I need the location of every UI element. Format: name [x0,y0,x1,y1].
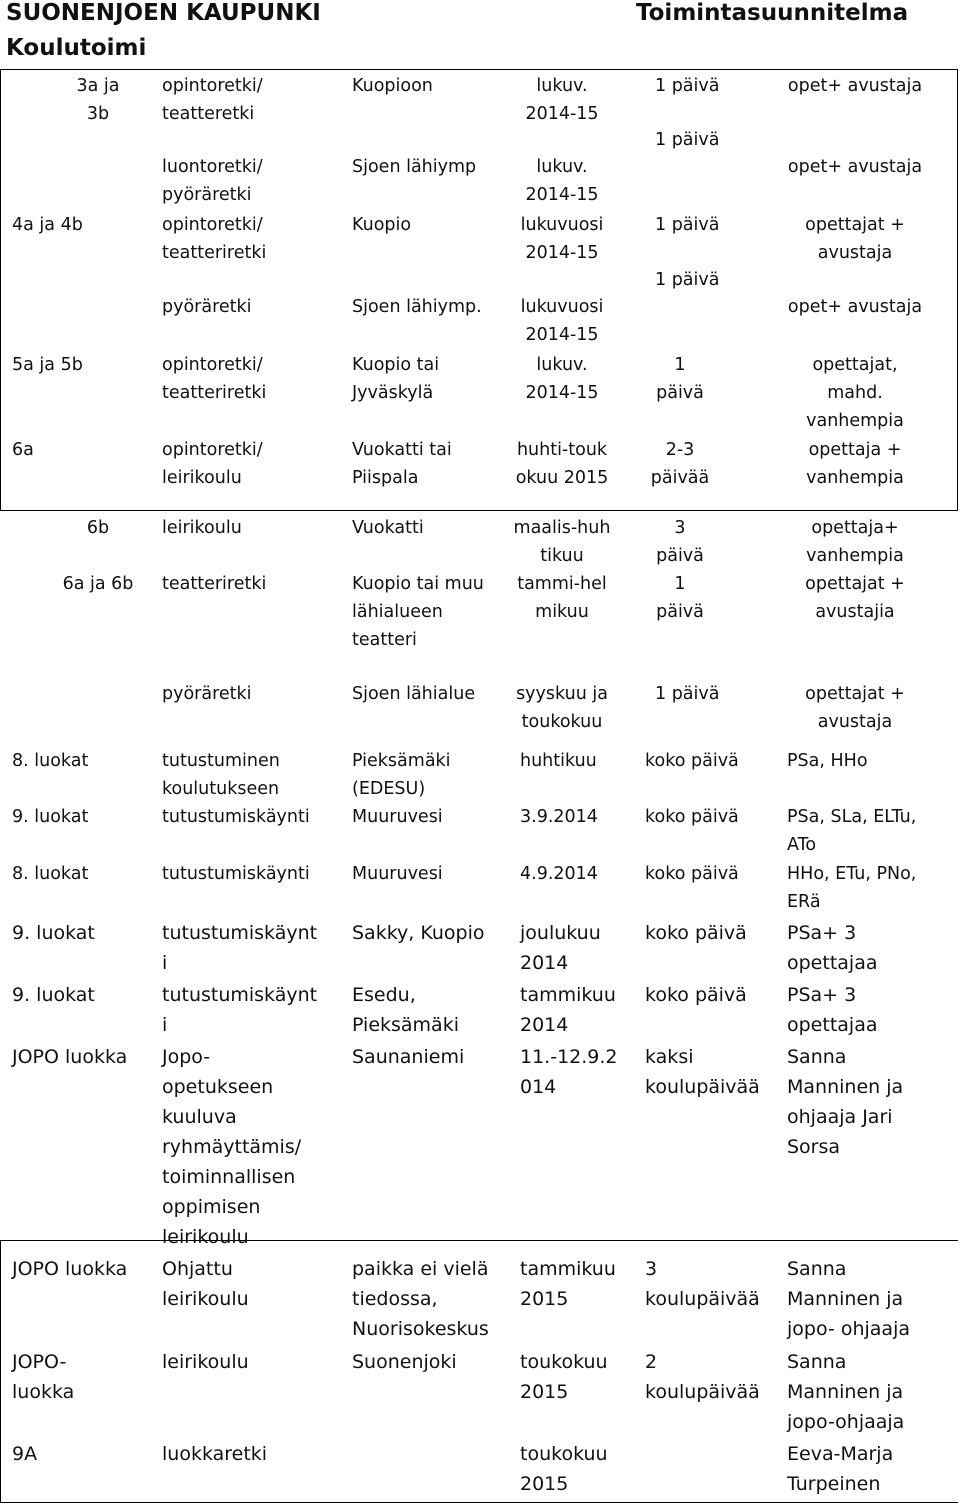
cell-when: lukuvuosi [520,297,604,317]
cell-place: Muuruvesi [352,807,443,827]
cell-who: PSa, HHo [787,751,868,771]
cell-place: Kuopioon [352,76,433,96]
cell-grade: 8. luokat [12,751,89,771]
cell-grade: 3a ja [76,76,120,96]
cell-duration: koko päivä [645,984,747,1006]
document-title: Toimintasuunnitelma [636,0,909,26]
cell-who: opet+ avustaja [787,76,923,96]
cell-duration: 3 [674,518,686,538]
cell-place: Sjoen lähiymp [352,157,477,177]
cell-activity: opintoretki/ [162,76,263,96]
cell-when: tammi-hel [517,574,607,594]
cell-who: jopo-ohjaaja [787,1411,905,1433]
cell-when: 2014-15 [525,104,599,124]
cell-place: Muuruvesi [352,864,443,884]
cell-grade: 9. luokat [12,922,95,944]
cell-grade: 9. luokat [12,984,95,1006]
cell-duration: päivää [650,468,710,488]
cell-when: 2014-15 [525,325,599,345]
cell-who: Sanna [787,1258,847,1280]
cell-duration: päivä [656,602,704,622]
cell-place: Kuopio tai muu [352,574,484,594]
cell-place: Sakky, Kuopio [352,922,485,944]
cell-who: avustajia [815,602,895,622]
cell-when: tikuu [540,546,584,566]
cell-grade: 9A [12,1443,38,1465]
table-rule [0,69,1,510]
cell-grade: 9. luokat [12,807,89,827]
cell-grade: 8. luokat [12,864,89,884]
cell-duration: 2 [645,1351,658,1373]
cell-grade: JOPO luokka [12,1258,128,1280]
cell-when: 3.9.2014 [520,807,598,827]
cell-activity: tutustumiskäynti [162,864,310,884]
cell-when: toukokuu [520,1351,608,1373]
table-rule [0,510,958,511]
cell-grade: 6a ja 6b [62,574,134,594]
cell-duration: 1 päivä [655,270,720,290]
table-rule [0,69,958,70]
cell-activity: tutustumiskäynti [162,807,310,827]
cell-activity: oppimisen [162,1196,261,1218]
cell-place: lähialueen [352,602,443,622]
cell-place: Esedu, [352,984,416,1006]
cell-when: 4.9.2014 [520,864,598,884]
cell-when: lukuvuosi [520,215,604,235]
cell-grade: 6a [12,440,34,460]
cell-who: opettajat, [812,355,898,375]
cell-who: avustaja [817,712,893,732]
cell-when: toukokuu [520,1443,608,1465]
cell-activity: tutustumiskäynt [162,922,318,944]
cell-when: 11.-12.9.2 [520,1046,618,1068]
cell-duration: 2-3 [665,440,695,460]
cell-duration: kaksi [645,1046,694,1068]
cell-activity: opetukseen [162,1076,274,1098]
cell-when: 2014-15 [525,383,599,403]
cell-duration: 3 [645,1258,658,1280]
cell-who: vanhempia [806,546,904,566]
cell-activity: opintoretki/ [162,355,263,375]
dept-name: Koulutoimi [6,35,147,61]
cell-when: maalis-huh [513,518,611,538]
cell-when: mikuu [535,602,589,622]
cell-who: ohjaaja Jari [787,1106,893,1128]
cell-grade: luokka [12,1381,75,1403]
cell-duration: 1 päivä [655,684,720,704]
cell-when: lukuv. [536,76,588,96]
cell-duration: koko päivä [645,807,739,827]
cell-who: opettajat + [805,684,905,704]
cell-when: 2015 [520,1288,569,1310]
cell-place: Sjoen lähiymp. [352,297,482,317]
cell-duration: 1 [674,574,686,594]
cell-place: Saunaniemi [352,1046,465,1068]
cell-when: toukokuu [521,712,603,732]
cell-when: syyskuu ja [516,684,608,704]
cell-when: lukuv. [536,355,588,375]
cell-activity: pyöräretki [162,297,252,317]
cell-place: Piispala [352,468,419,488]
cell-place: Pieksämäki [352,1014,459,1036]
cell-who: jopo- ohjaaja [787,1318,910,1340]
cell-activity: pyöräretki [162,185,252,205]
cell-duration: päivä [656,383,704,403]
cell-place: teatteri [352,630,417,650]
cell-who: PSa, SLa, ELTu, [787,807,917,827]
cell-activity: tutustuminen [162,751,280,771]
cell-who: Sorsa [787,1136,841,1158]
cell-who: PSa+ 3 [787,984,857,1006]
cell-grade: JOPO- [12,1351,67,1373]
cell-place: paikka ei vielä [352,1258,489,1280]
cell-place: Nuorisokeskus [352,1318,489,1340]
cell-activity: i [162,1014,168,1036]
cell-grade: 3b [86,104,110,124]
cell-place: Kuopio tai [352,355,440,375]
cell-place: Jyväskylä [352,383,434,403]
cell-activity: opintoretki/ [162,440,263,460]
cell-duration: koko päivä [645,922,747,944]
org-name: SUONENJOEN KAUPUNKI [6,0,321,26]
cell-who: Turpeinen [787,1473,881,1495]
cell-activity: toiminnallisen [162,1166,296,1188]
cell-when: 2014 [520,1014,569,1036]
cell-duration: 1 päivä [655,130,720,150]
cell-who: opet+ avustaja [787,297,923,317]
cell-duration: koulupäivää [645,1288,760,1310]
cell-activity: leirikoulu [162,1288,249,1310]
cell-activity: leirikoulu [162,1226,249,1248]
cell-duration: koko päivä [645,751,739,771]
cell-who: opettajat + [805,574,905,594]
cell-activity: Jopo- [162,1046,211,1068]
cell-activity: kuuluva [162,1106,237,1128]
cell-place: tiedossa, [352,1288,438,1310]
cell-when: 2015 [520,1381,569,1403]
cell-duration: 1 päivä [655,76,720,96]
cell-grade: 5a ja 5b [12,355,83,375]
cell-who: HHo, ETu, PNo, [787,864,917,884]
cell-activity: leirikoulu [162,468,242,488]
cell-duration: päivä [656,546,704,566]
cell-who: Manninen ja [787,1076,904,1098]
cell-activity: tutustumiskäynt [162,984,318,1006]
cell-activity: teatteriretki [162,574,267,594]
cell-when: okuu 2015 [515,468,609,488]
cell-when: 2014 [520,952,569,974]
cell-who: Sanna [787,1351,847,1373]
cell-who: PSa+ 3 [787,922,857,944]
cell-who: opettaja + [808,440,902,460]
cell-duration: koulupäivää [645,1381,760,1403]
cell-when: joulukuu [520,922,601,944]
cell-grade: 6b [86,518,110,538]
cell-place: Pieksämäki [352,751,451,771]
cell-who: Sanna [787,1046,847,1068]
cell-duration: 1 [674,355,686,375]
cell-who: opettajaa [787,952,878,974]
cell-who: opettajaa [787,1014,878,1036]
cell-who: mahd. [827,383,883,403]
cell-activity: ryhmäyttämis/ [162,1136,302,1158]
cell-who: vanhempia [806,411,904,431]
cell-when: lukuv. [536,157,588,177]
cell-who: Manninen ja [787,1381,904,1403]
cell-place: Kuopio [352,215,412,235]
cell-who: opettajat + [805,215,905,235]
cell-when: huhtikuu [520,751,597,771]
cell-who: ERä [787,892,821,912]
cell-activity: leirikoulu [162,518,242,538]
cell-activity: luokkaretki [162,1443,268,1465]
cell-when: huhti-touk [516,440,608,460]
table-rule [0,1240,1,1503]
table-rule [0,1240,958,1241]
cell-duration: koko päivä [645,864,739,884]
cell-when: tammikuu [520,1258,616,1280]
cell-when: 014 [520,1076,557,1098]
cell-activity: leirikoulu [162,1351,249,1373]
cell-activity: teatteriretki [162,243,267,263]
cell-activity: opintoretki/ [162,215,263,235]
cell-activity: luontoretki/ [162,157,263,177]
cell-duration: koulupäivää [645,1076,760,1098]
cell-duration: 1 päivä [655,215,720,235]
cell-who: Manninen ja [787,1288,904,1310]
cell-when: 2014-15 [525,243,599,263]
cell-activity: pyöräretki [162,684,252,704]
cell-place: Suonenjoki [352,1351,457,1373]
cell-who: opet+ avustaja [787,157,923,177]
cell-grade: JOPO luokka [12,1046,128,1068]
cell-activity: koulutukseen [162,779,280,799]
cell-activity: i [162,952,168,974]
cell-place: Vuokatti tai [352,440,452,460]
cell-grade: 4a ja 4b [12,215,83,235]
cell-place: Sjoen lähialue [352,684,476,704]
cell-who: ATo [787,835,817,855]
cell-who: avustaja [817,243,893,263]
table-rule [957,69,958,510]
cell-activity: Ohjattu [162,1258,233,1280]
cell-activity: teatteretki [162,104,255,124]
cell-who: opettaja+ [811,518,899,538]
cell-who: vanhempia [806,468,904,488]
cell-when: 2015 [520,1473,569,1495]
cell-activity: teatteriretki [162,383,267,403]
cell-who: Eeva-Marja [787,1443,894,1465]
cell-when: 2014-15 [525,185,599,205]
cell-when: tammikuu [520,984,616,1006]
cell-place: (EDESU) [352,779,426,799]
cell-place: Vuokatti [352,518,424,538]
